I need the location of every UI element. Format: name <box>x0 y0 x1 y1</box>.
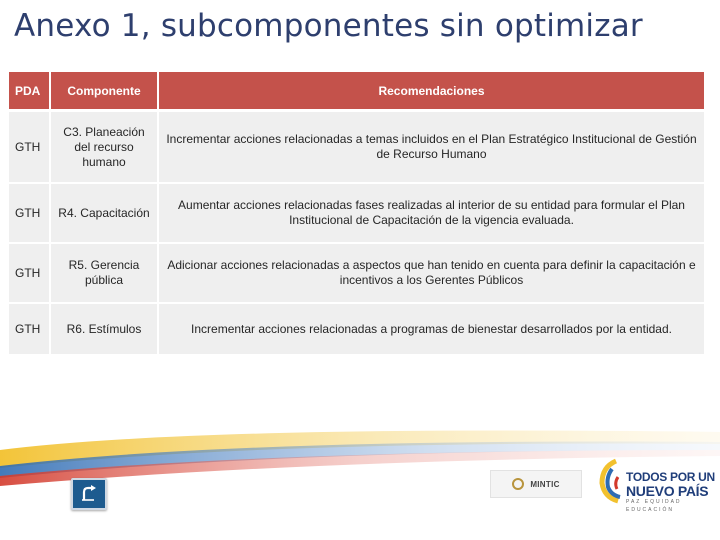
header-recomendaciones: Recomendaciones <box>159 72 704 112</box>
cell-componente: R6. Estímulos <box>51 304 157 356</box>
logo-line-2: NUEVO PAÍS <box>626 483 709 499</box>
header-componente: Componente <box>51 72 157 112</box>
cell-pda: GTH <box>9 184 49 244</box>
cell-componente: C3. Planeación del recurso humano <box>51 112 157 184</box>
cell-recomendacion: Incrementar acciones relacionadas a temas incluidos en el Plan Estratégico Institucional de Gestión de Recurso Humano <box>159 112 704 184</box>
table-row <box>9 112 704 184</box>
cell-recomendacion: Incrementar acciones relacionadas a programas de bienestar desarrollados por la entidad. <box>159 304 704 356</box>
table-row <box>9 244 704 304</box>
recommendations-table <box>7 72 706 356</box>
cell-pda: GTH <box>9 112 49 184</box>
table-row <box>9 184 704 244</box>
table-header-row <box>9 72 704 112</box>
cell-pda: GTH <box>9 244 49 304</box>
return-arrow-icon <box>79 485 99 503</box>
slide-title: Anexo 1, subcomponentes sin optimizar <box>14 8 643 44</box>
logo-line-1: TODOS POR UN <box>626 470 715 484</box>
return-button[interactable] <box>71 478 107 510</box>
cell-recomendacion: Adicionar acciones relacionadas a aspectos que han tenido en cuenta para definir la capacitación e incentivos a los Gerentes Públicos <box>159 244 704 304</box>
mintic-seal-icon <box>512 478 524 490</box>
table-row <box>9 304 704 356</box>
mintic-logo <box>490 470 582 498</box>
header-pda: PDA <box>9 72 49 112</box>
cell-recomendacion: Aumentar acciones relacionadas fases realizadas al interior de su entidad para formular el Plan Institucional de Capacitación de la vigencia evaluada. <box>159 184 704 244</box>
cell-componente: R5. Gerencia pública <box>51 244 157 304</box>
cell-componente: R4. Capacitación <box>51 184 157 244</box>
todos-por-un-nuevo-pais-logo <box>626 470 720 514</box>
logo-line-3: PAZ EQUIDAD EDUCACIÓN <box>626 499 682 513</box>
mintic-label: MINTIC <box>530 479 560 489</box>
cell-pda: GTH <box>9 304 49 356</box>
